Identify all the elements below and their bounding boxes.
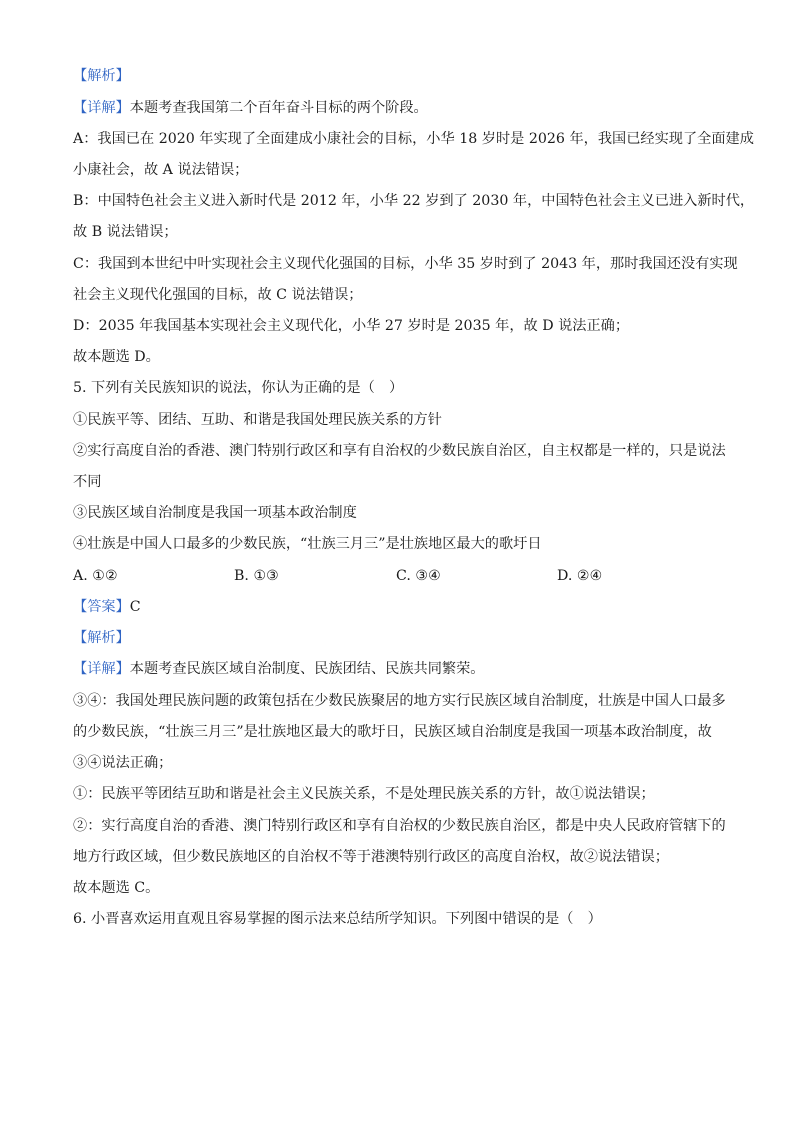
q5-option-d: D. ②④ (557, 568, 603, 584)
q5-option-b: B. ①③ (234, 568, 279, 584)
q5-analysis-heading (73, 628, 130, 648)
q5-explanation-2-line2: 地方行政区域，但少数民族地区的自治权不等于港澳特别行政区的高度自治权，故②说法错误； (73, 849, 669, 865)
detail-tag: 【详解】 (73, 661, 130, 677)
analysis-heading (73, 66, 130, 86)
q5-statement-2-line2: 不同 (73, 474, 102, 490)
detail-text: 本题考查民族区域自治制度、民族团结、民族共同繁荣。 (129, 661, 485, 677)
q5-statement-4: ④壮族是中国人口最多的少数民族，“壮族三月三”是壮族地区最大的歌圩日 (73, 536, 542, 552)
q5-explanation-34-line2: 的少数民族，“壮族三月三”是壮族地区最大的歌圩日，民族区域自治制度是我国一项基本政治制度，故 (73, 724, 712, 740)
q5-explanation-2-line1: ②：实行高度自治的香港、澳门特别行政区和享有自治权的少数民族自治区，都是中央人民政府管辖下的 (73, 818, 726, 834)
option-c-explanation-line1: C：我国到本世纪中叶实现社会主义现代化强国的目标，小华 35 岁时到了 2043 年，那时我国还没有实现 (73, 256, 738, 272)
q5-statement-3: ③民族区域自治制度是我国一项基本政治制度 (73, 505, 357, 521)
q5-stem: 5. 下列有关民族知识的说法，你认为正确的是（ ） (73, 380, 404, 396)
q5-statement-1: ①民族平等、团结、互助、和谐是我国处理民族关系的方针 (73, 412, 442, 428)
answer-tag: 【答案】 (73, 599, 130, 615)
analysis-tag: 【解析】 (73, 68, 130, 84)
option-b-explanation-line1: B：中国特色社会主义进入新时代是 2012 年，小华 22 岁到了 2030 年，中国特色社会主义已进入新时代， (73, 193, 755, 209)
answer-value: C (129, 599, 141, 615)
q5-answer-line (73, 597, 141, 617)
option-a-explanation-line1: A：我国已在 2020 年实现了全面建成小康社会的目标，小华 18 岁时是 2026 年，我国已经实现了全面建成 (73, 131, 754, 147)
q5-statement-2-line1: ②实行高度自治的香港、澳门特别行政区和享有自治权的少数民族自治区，自主权都是一样的，只是说法 (73, 443, 726, 459)
option-d-explanation-line1: D：2035 年我国基本实现社会主义现代化，小华 27 岁时是 2035 年，故 D 说法正确； (73, 318, 630, 334)
q4-conclusion: 故本题选 D。 (73, 349, 160, 365)
q6-stem: 6. 小晋喜欢运用直观且容易掌握的图示法来总结所学知识。下列图中错误的是（ ） (73, 911, 602, 927)
detail-text: 本题考查我国第二个百年奋斗目标的两个阶段。 (129, 100, 428, 116)
q5-explanation-34-line3: ③④说法正确； (73, 755, 173, 771)
q5-conclusion: 故本题选 C。 (73, 880, 160, 896)
option-a-explanation-line2: 小康社会，故 A 说法错误； (73, 162, 249, 178)
q5-explanation-1: ①：民族平等团结互助和谐是社会主义民族关系，不是处理民族关系的方针，故①说法错误； (73, 786, 655, 802)
q5-option-a: A. ①② (73, 568, 118, 584)
q5-detail-line (73, 659, 484, 679)
q5-explanation-34-line1: ③④：我国处理民族问题的政策包括在少数民族聚居的地方实行民族区域自治制度，壮族是中国人口最多 (73, 693, 726, 709)
q5-option-c: C. ③④ (396, 568, 441, 584)
detail-tag: 【详解】 (73, 100, 130, 116)
option-b-explanation-line2: 故 B 说法错误； (73, 224, 178, 240)
analysis-tag: 【解析】 (73, 630, 130, 646)
detail-line (73, 98, 428, 118)
option-c-explanation-line2: 社会主义现代化强国的目标，故 C 说法错误； (73, 287, 363, 303)
